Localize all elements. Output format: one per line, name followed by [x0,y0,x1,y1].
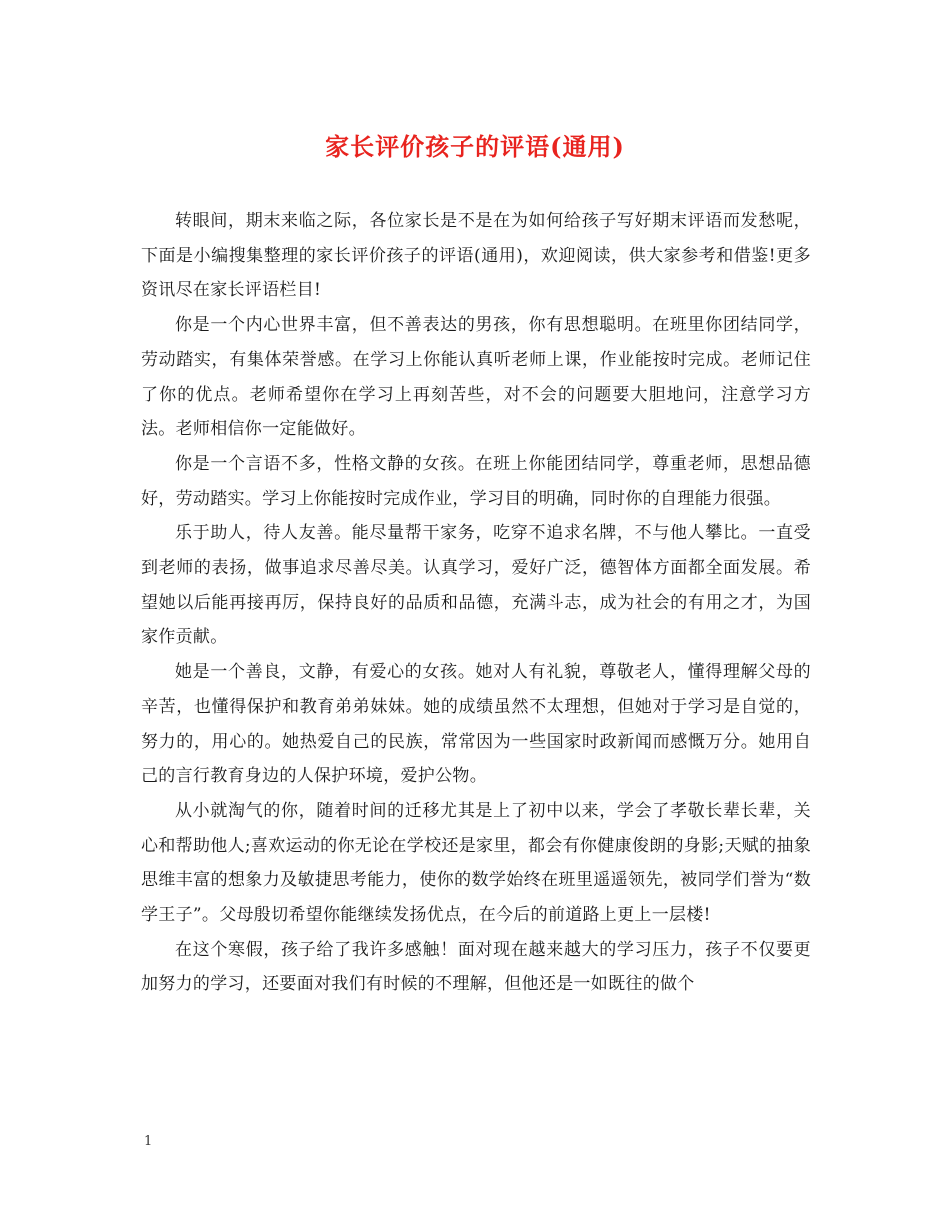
paragraph-comment-3: 乐于助人，待人友善。能尽量帮干家务，吃穿不追求名牌，不与他人攀比。一直受到老师的表扬，做事追求尽善尽美。认真学习，爱好广泛，德智体方面都全面发展。希望她以后能再接再厉，保持良好的品质和品德，充满斗志，成为社会的有用之才，为国家作贡献。 [141,523,811,648]
document-title: 家长评价孩子的评语(通用) [325,132,625,161]
paragraph-intro: 转眼间，期末来临之际，各位家长是不是在为如何给孩子写好期末评语而发愁呢，下面是小编搜集整理的家长评价孩子的评语(通用)，欢迎阅读，供大家参考和借鉴!更多资讯尽在家长评语栏目! [141,211,811,301]
page-number: 1 [144,1134,153,1149]
paragraph-comment-2: 你是一个言语不多，性格文静的女孩。在班上你能团结同学，尊重老师，思想品德好，劳动踏实。学习上你能按时完成作业，学习目的明确，同时你的自理能力很强。 [141,453,811,509]
paragraph-comment-6: 在这个寒假，孩子给了我许多感触！面对现在越来越大的学习压力，孩子不仅要更加努力的学习，还要面对我们有时候的不理解，但他还是一如既往的做个 [141,939,811,995]
paragraph-comment-5: 从小就淘气的你，随着时间的迁移尤其是上了初中以来，学会了孝敬长辈长辈，关心和帮助他人;喜欢运动的你无论在学校还是家里，都会有你健康俊朗的身影;天赋的抽象思维丰富的想象力及敏捷思考能力，使你的数学始终在班里遥遥领先，被同学们誉为“数学王子”。父母殷切希望你能继续发扬优点，在今后的前道路上更上一层楼! [141,800,811,926]
paragraph-comment-4: 她是一个善良，文静，有爱心的女孩。她对人有礼貌，尊敬老人，懂得理解父母的辛苦，也懂得保护和教育弟弟妹妹。她的成绩虽然不太理想，但她对于学习是自觉的，努力的，用心的。她热爱自己的民族，常常因为一些国家时政新闻而感慨万分。她用自己的言行教育身边的人保护环境，爱护公物。 [141,662,811,787]
paragraph-comment-1: 你是一个内心世界丰富，但不善表达的男孩，你有思想聪明。在班里你团结同学，劳动踏实，有集体荣誉感。在学习上你能认真听老师上课，作业能按时完成。老师记住了你的优点。老师希望你在学习上再刻苦些，对不会的问题要大胆地问，注意学习方法。老师相信你一定能做好。 [141,315,811,440]
document-body [141,204,811,1002]
